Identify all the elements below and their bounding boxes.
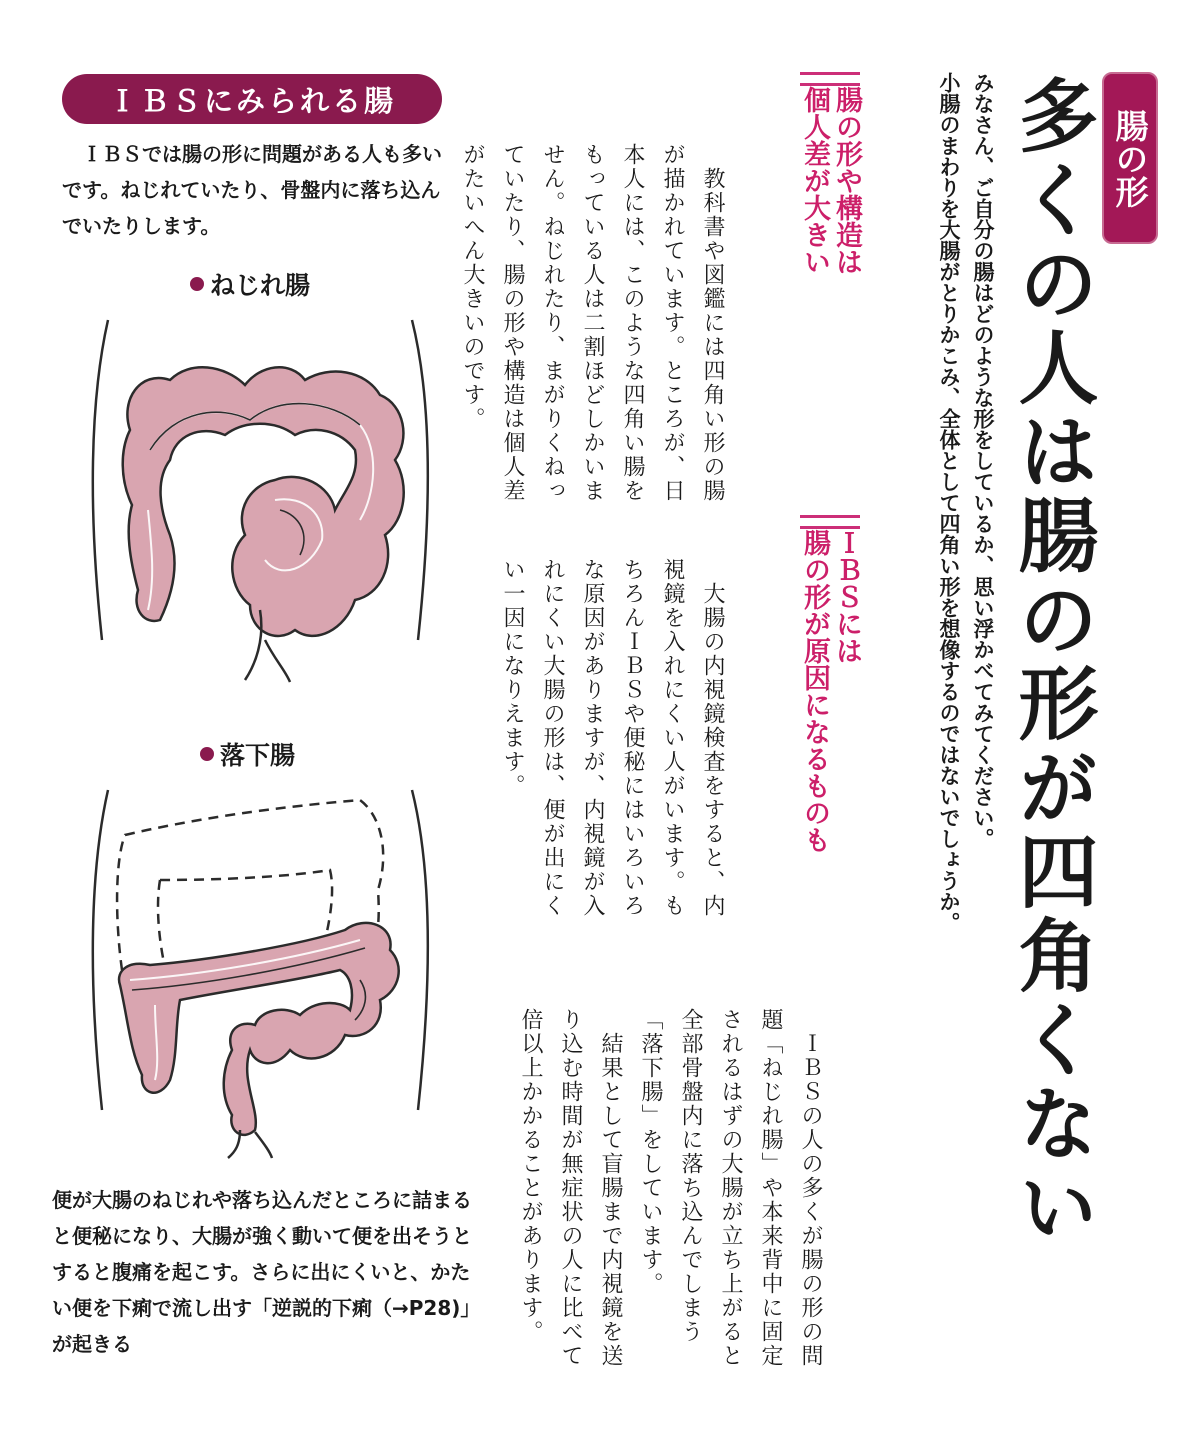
heading-rule bbox=[800, 72, 860, 86]
figure-2-label: 落下腸 bbox=[200, 736, 295, 772]
section-1-body: 教科書や図鑑には四角い形の腸 が描かれています。ところが、日 本人には、このような四角い腸を もっている人は二割ほどしかいま せん。ねじれたり、まがりくねっ ていたり、腸の形や構造は個人差 がたいへん大きいのです。 bbox=[460, 143, 725, 503]
panel-note: 便が大腸のねじれや落ち込んだところに詰まると便秘になり、大腸が強く動いて便を出そうとすると腹痛を起こす。さらに出にくいと、かたい便を下痢で流し出す「逆説的下痢（→P28)」が起きる bbox=[52, 1188, 472, 1356]
figure-1-label: ねじれ腸 bbox=[190, 266, 310, 302]
panel-caption: ＩＢＳでは腸の形に問題がある人も多いです。ねじれていたり、骨盤内に落ち込んでいたりします。 bbox=[62, 142, 442, 238]
section-2-body: 大腸の内視鏡検査をすると、内 視鏡を入れにくい人がいます。も ちろんＩＢＳや便秘にはいろいろ な原因がありますが、内視鏡が入 れにくい大腸の形は、便が出にく い一因になりえます。 bbox=[500, 558, 725, 918]
section-2-heading: ＩＢＳには 腸の形が原因になるものも bbox=[799, 529, 862, 853]
section-1-heading-block bbox=[800, 72, 860, 312]
bullet-dot-icon bbox=[190, 277, 204, 291]
section-2-heading-block bbox=[800, 515, 860, 915]
section-1-heading: 腸の形や構造は 個人差が大きい bbox=[799, 86, 862, 275]
heading-rule bbox=[800, 515, 860, 529]
colon-shape bbox=[119, 923, 399, 1158]
ptotic-colon-illustration bbox=[60, 780, 460, 1160]
bullet-dot-icon bbox=[200, 747, 214, 761]
colon-shape bbox=[123, 367, 404, 682]
twisted-colon-illustration bbox=[60, 310, 460, 690]
intro-text: みなさん、ご自分の腸はどのような形をしているか、思い浮かべてみてください。 小腸のまわりを大腸がとりかこみ、全体として四角い形を想像するのではないでしょうか。 bbox=[937, 72, 995, 933]
headline: 多くの人は腸の形が四角くない bbox=[1005, 74, 1099, 1250]
panel-title: ＩＢＳにみられる腸 bbox=[62, 74, 442, 124]
section-tag: 腸の形 bbox=[1102, 72, 1158, 244]
bottom-body: ＩＢＳの人の多くが腸の形の問 題「ねじれ腸」や本来背中に固定 されるはずの大腸が立ち上がると 全部骨盤内に落ち込んでしまう 「落下腸」をしています。 結果として盲腸まで内視鏡を送 り込む時間が無症状の人に比べて 倍以上かかることがあります。 bbox=[518, 1008, 823, 1368]
